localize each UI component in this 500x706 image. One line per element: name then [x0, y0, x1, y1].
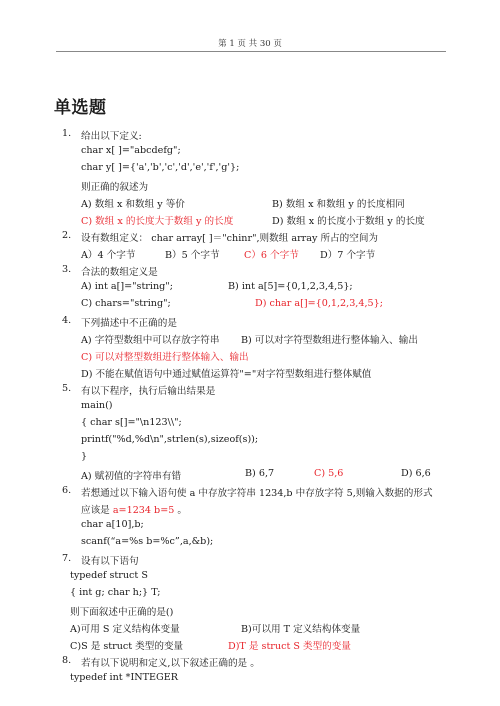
question-stem: 若想通过以下输入语句使 a 中存放字符串 1234,b 中存放字符 5,则输入数据的形式 — [81, 488, 433, 499]
option-c: C) 可以对整型数组进行整体输入、输出 — [81, 352, 249, 363]
question-stem: 给出以下定义: — [81, 131, 142, 142]
question-number: 8. — [62, 655, 72, 666]
stem-suffix: 。 — [177, 505, 187, 516]
option-b: B）5 个字节 — [165, 250, 220, 261]
question-stem: 若有以下说明和定义,以下叙述正确的是 。 — [81, 658, 260, 669]
question-stem: 合法的数组定义是 — [81, 267, 158, 278]
option-d: D) 数组 x 的长度小于数组 y 的长度 — [272, 216, 425, 227]
code-line: typedef int *INTEGER — [70, 672, 178, 683]
question-number: 4. — [62, 315, 72, 326]
question-stem: 有以下程序，执行后输出结果是 — [81, 386, 216, 397]
option-b: B) 6,7 — [245, 468, 275, 479]
option-d: D) char a[]={0,1,2,3,4,5}; — [255, 298, 383, 309]
question-stem: 设有以下语句 — [81, 556, 139, 567]
question-prompt: 则正确的叙述为 — [81, 182, 149, 193]
code-line: { int g; char h;} T; — [70, 587, 161, 598]
option-c: C)S 是 struct 类型的变量 — [70, 641, 184, 652]
stem-prefix: 应该是 — [81, 505, 110, 516]
question-prompt: 则下面叙述中正确的是() — [70, 607, 174, 618]
option-c: C) chars="string"; — [81, 298, 171, 309]
option-a: A)可用 S 定义结构体变量 — [70, 624, 180, 635]
code-line: scanf(“a=%s b=%c”,a,&b); — [81, 536, 214, 547]
option-b: B) int a[5]={0,1,2,3,4,5}; — [228, 281, 353, 292]
option-d: D) 6,6 — [401, 468, 431, 479]
code-line: typedef struct S — [70, 570, 148, 581]
question-stem: 下列描述中不正确的是 — [81, 318, 177, 329]
question-number: 5. — [62, 383, 72, 394]
question-number: 7. — [62, 553, 72, 564]
option-a: A) 赋初值的字符串有错 — [81, 471, 182, 482]
option-a: A) 字符型数组中可以存放字符串 — [81, 335, 220, 346]
option-c: C) 数组 x 的长度大于数组 y 的长度 — [81, 216, 234, 227]
option-b: B)可以用 T 定义结构体变量 — [241, 624, 361, 635]
header-rule — [56, 51, 446, 52]
answer-text: a=1234 b=5 — [109, 505, 178, 516]
code-line: char x[ ]="abcdefg"; — [81, 145, 181, 156]
code-line: printf("%d,%d\n",strlen(s),sizeof(s)); — [81, 434, 259, 445]
question-stem-continued — [81, 502, 187, 516]
option-c: C) 5,6 — [314, 468, 344, 479]
question-number: 1. — [62, 128, 72, 139]
question-number: 3. — [62, 264, 72, 275]
option-d: D) 不能在赋值语句中通过赋值运算符"="对字符型数组进行整体赋值 — [81, 369, 372, 380]
question-number: 6. — [62, 485, 72, 496]
option-a: A) int a[]="string"; — [81, 281, 173, 292]
code-line: char y[ ]={'a','b','c','d','e','f','g'}; — [81, 162, 240, 173]
option-d: D）7 个字节 — [320, 250, 376, 261]
option-d: D)T 是 struct S 类型的变量 — [228, 641, 351, 652]
page-header: 第 1 页 共 30 页 — [218, 39, 282, 49]
code-line: main() — [81, 400, 113, 411]
code-line: { char s[]="\n123\\"; — [81, 417, 182, 428]
option-a: A) 数组 x 和数组 y 等价 — [81, 199, 185, 210]
option-c: C）6 个字节 — [244, 250, 299, 261]
section-title: 单选题 — [54, 98, 107, 118]
option-a: A）4 个字节 — [81, 250, 136, 261]
option-b: B) 可以对字符型数组进行整体输入、输出 — [241, 335, 418, 346]
code-line: } — [81, 451, 88, 462]
option-b: B) 数组 x 和数组 y 的长度相同 — [272, 199, 405, 210]
code-line: char a[10],b; — [81, 519, 144, 530]
question-number: 2. — [62, 230, 72, 241]
question-stem: 设有数组定义： char array[ ]＝"chinr",则数组 array 所占的空间为 — [81, 233, 379, 244]
